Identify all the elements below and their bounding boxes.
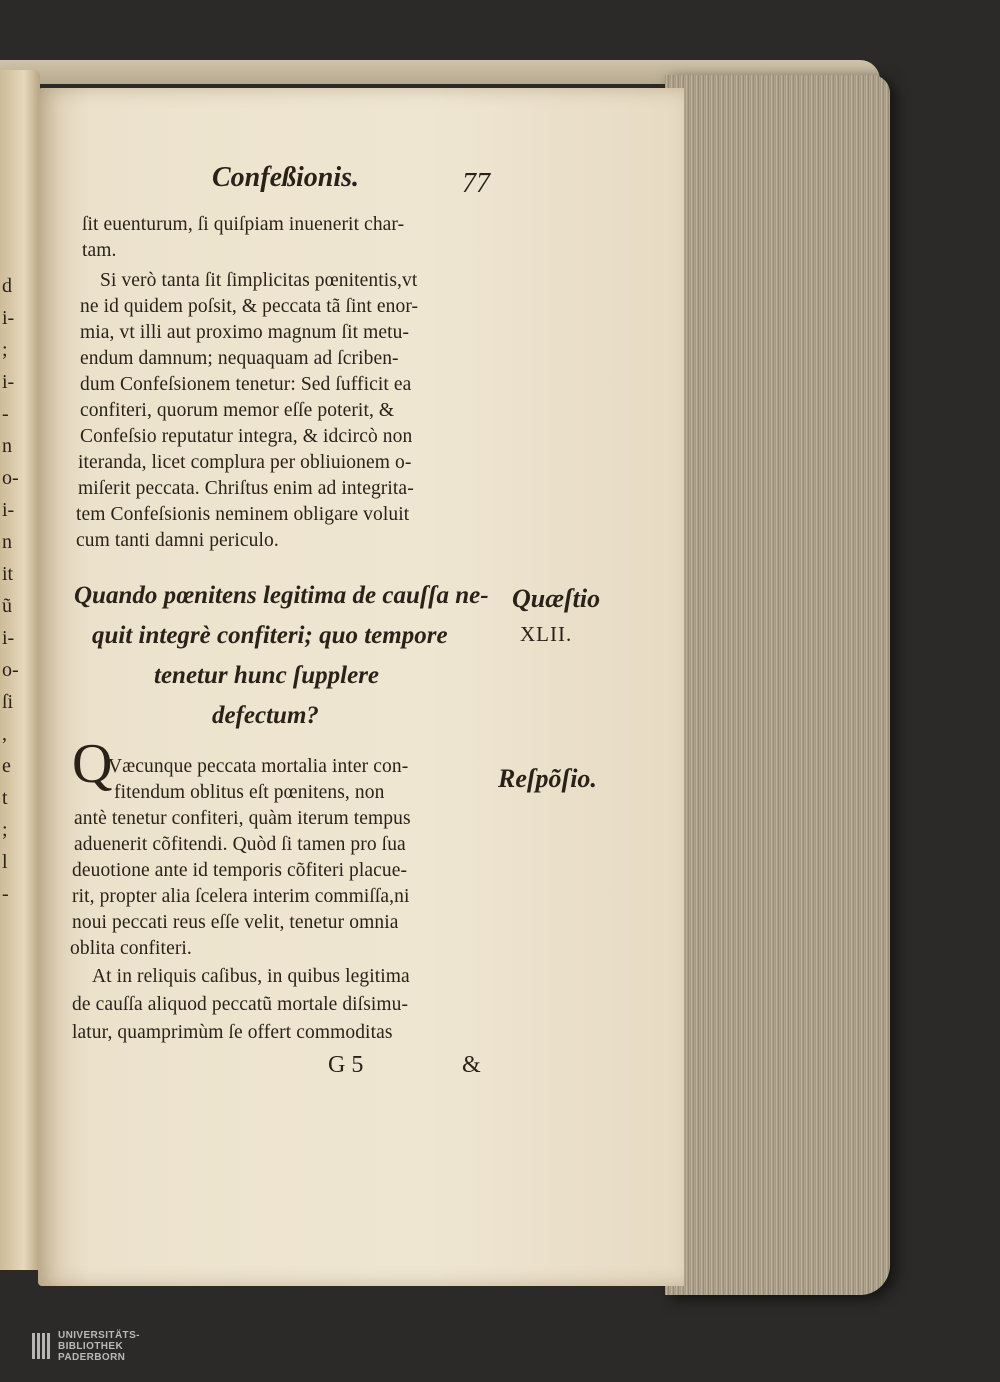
body-line: Confeſsio reputatur integra, & idcircò non [80, 426, 413, 447]
question-line: tenetur hunc ſupplere [154, 662, 380, 689]
left-margin-fragment: - [2, 883, 9, 905]
response-line: fitendum oblitus eſt pœnitens, non [114, 782, 385, 803]
body-line: Si verò tanta ſit ſimplicitas pœnitentis,vt [100, 270, 418, 291]
logo-bars-icon [32, 1333, 50, 1359]
left-margin-fragment: ; [2, 819, 8, 841]
body-line: confiteri, quorum memor eſſe poterit, & [80, 400, 395, 421]
question-line: Quando pœnitens legitima de cauſſa ne- [74, 582, 489, 609]
body-line: ne id quidem poſsit, & peccata tã ſint enor- [80, 296, 419, 317]
signature-mark: G 5 [328, 1052, 364, 1078]
left-margin-fragment: o- [2, 467, 19, 489]
response-line: rit, propter alia ſcelera interim commiſſa,ni [72, 886, 410, 907]
body-line: dum Confeſsionem tenetur: Sed ſufficit ea [80, 374, 412, 395]
left-margin-fragment: i- [2, 499, 15, 521]
left-margin-fragment: o- [2, 659, 19, 681]
left-margin-fragment: n [2, 435, 12, 457]
left-margin-fragment: it [2, 563, 14, 585]
response-line: aduenerit cõfitendi. Quòd ſi tamen pro ſua [74, 834, 406, 855]
body-line: tam. [82, 240, 117, 261]
catchword: & [462, 1052, 481, 1078]
left-margin-fragment: i- [2, 307, 15, 329]
left-margin-fragment: t [2, 787, 8, 809]
marginal-question-label: Quæſtio [512, 584, 601, 613]
left-margin-fragment: ſi [2, 691, 14, 713]
page-fore-edge [665, 75, 890, 1295]
response-line: At in reliquis caſibus, in quibus legitima [92, 966, 410, 987]
library-logo [32, 1330, 140, 1363]
logo-line-1: UNIVERSITÄTS- [58, 1330, 140, 1341]
body-line: endum damnum; nequaquam ad ſcriben- [80, 348, 399, 369]
response-line: latur, quamprimùm ſe offert commoditas [72, 1022, 393, 1043]
body-line: ſit euenturum, ſi quiſpiam inuenerit char- [82, 214, 405, 235]
left-margin-fragment: ; [2, 339, 8, 361]
left-margin-fragment: ũ [2, 595, 12, 617]
left-margin-fragment: - [2, 403, 9, 425]
left-margin-fragment: , [2, 723, 7, 745]
marginal-response-label: Reſpõſio. [498, 764, 597, 793]
left-margin-fragment: i- [2, 371, 15, 393]
left-margin-fragment: d [2, 275, 12, 297]
response-line: deuotione ante id temporis cõfiteri placue- [72, 860, 408, 881]
response-line: noui peccati reus eſſe velit, tenetur omnia [72, 912, 399, 933]
left-margin-fragment: e [2, 755, 11, 777]
left-page [0, 70, 40, 1270]
drop-cap: Q [72, 733, 113, 795]
body-line: mia, vt illi aut proximo magnum ſit metu- [80, 322, 410, 343]
body-line: miſerit peccata. Chriſtus enim ad integrita- [78, 478, 414, 499]
left-page-margin-text [2, 270, 22, 910]
response-line: Væcunque peccata mortalia inter con- [108, 756, 409, 777]
body-line: cum tanti damni periculo. [76, 530, 279, 551]
body-line: iteranda, licet complura per obliuionem o- [78, 452, 412, 473]
page-number: 77 [462, 168, 490, 199]
marginal-question-number: XLII. [520, 622, 573, 646]
logo-line-3: PADERBORN [58, 1352, 126, 1363]
response-line: oblita confiteri. [70, 938, 192, 959]
question-line: quit integrè confiteri; quo tempore [92, 622, 448, 649]
left-margin-fragment: i- [2, 627, 15, 649]
question-line: defectum? [212, 702, 319, 729]
left-margin-fragment: n [2, 531, 12, 553]
body-line: tem Confeſsionis neminem obligare voluit [76, 504, 410, 525]
response-line: antè tenetur confiteri, quàm iterum tempus [74, 808, 411, 829]
running-head: Confeßionis. [212, 162, 360, 193]
response-line: de cauſſa aliquod peccatũ mortale diſsimu- [72, 994, 409, 1015]
left-margin-fragment: l [2, 851, 8, 873]
logo-line-2: BIBLIOTHEK [58, 1341, 124, 1352]
